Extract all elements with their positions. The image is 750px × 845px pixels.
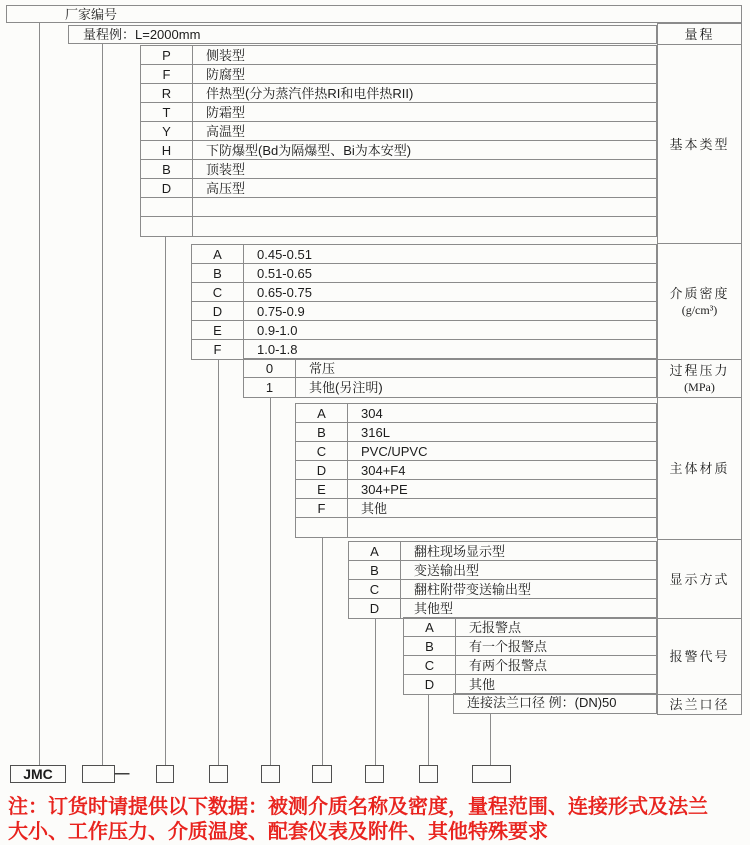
desc-cell: 有两个报警点 [469,658,548,673]
desc-cell: 顶装型 [206,162,246,177]
desc-cell: 304 [361,406,383,421]
code-cell: B [141,160,193,178]
model-blank-box-flange [472,765,511,783]
desc-cell: 0.65-0.75 [257,285,312,300]
flange-size-row [453,693,657,714]
code-cell: B [349,561,401,579]
desc-cell: PVC/UPVC [361,444,428,459]
desc-cell: 其他 [469,677,496,692]
manufacturer-code-row [6,5,742,23]
table-row [296,499,656,518]
table-row [141,141,656,160]
order-note-line2: 大小、工作压力、介质温度、配套仪表及附件、其他特殊要求 [8,821,548,843]
table-row [296,480,656,499]
code-cell: F [192,340,244,359]
code-cell: B [404,637,456,655]
label-cell-range: 量程 [658,24,741,45]
table-row [349,561,656,580]
model-blank-box-material [312,765,332,783]
desc-cell: 伴热型(分为蒸汽伴热RI和电伴热RII) [206,86,414,101]
order-note-line1: 注：订货时请提供以下数据：被测介质名称及密度，量程范围、连接形式及法兰 [8,796,708,818]
connector-line-basic-type [165,236,166,765]
code-cell: C [349,580,401,598]
model-dash: — [114,764,130,782]
table-row [296,461,656,480]
connector-line-alarm [428,694,429,765]
model-blank-box-basic-type [156,765,174,783]
label-cell-medium-density: 介质密度 (g/cm³) [658,244,741,360]
desc-cell: 防腐型 [206,67,246,82]
desc-cell: 其他(另注明) [309,380,383,395]
range-example-label: 量程例：L=2000mm [83,27,201,42]
code-cell: E [192,321,244,339]
connector-line-pressure [270,397,271,765]
table-row [141,160,656,179]
basic-type-table [140,45,657,237]
table-row [141,122,656,141]
table-row [192,264,656,283]
connector-line-range [102,44,103,765]
desc-cell: 翻柱现场显示型 [414,544,506,559]
desc-cell: 其他型 [414,601,454,616]
desc-cell: 304+PE [361,482,408,497]
desc-cell [193,198,656,216]
table-row [141,103,656,122]
table-row [404,618,656,637]
code-cell: T [141,103,193,121]
model-blank-box-display [365,765,384,783]
table-row [296,518,656,537]
code-cell: B [192,264,244,282]
model-blank-box-pressure [261,765,280,783]
desc-cell: 1.0-1.8 [257,342,298,357]
desc-cell: 316L [361,425,390,440]
range-example-row [68,25,657,44]
connector-line-flange [490,713,491,765]
code-cell: D [192,302,244,320]
code-cell [141,198,193,216]
table-row [296,442,656,461]
table-row [349,599,656,618]
table-row [141,46,656,65]
desc-cell: 变送输出型 [414,563,480,578]
body-material-table [295,403,657,538]
code-cell: R [141,84,193,102]
label-cell-flange-size: 法兰口径 [669,697,730,712]
model-blank-box-alarm [419,765,438,783]
code-cell [141,217,193,236]
code-cell: 0 [244,359,296,377]
desc-cell: 0.51-0.65 [257,266,312,281]
category-label-column [657,23,742,715]
connector-line-density [218,359,219,765]
code-cell: Y [141,122,193,140]
code-cell: A [404,618,456,636]
desc-cell: 304+F4 [361,463,406,478]
code-cell: D [349,599,401,618]
code-cell: D [141,179,193,197]
label-cell-alarm-code: 报警代号 [658,619,741,695]
order-note [8,795,746,845]
desc-cell: 常压 [309,361,336,376]
label-cell-display-mode: 显示方式 [658,540,741,619]
table-row [192,321,656,340]
medium-density-table [191,244,657,360]
table-row [192,245,656,264]
desc-cell: 防霜型 [206,105,246,120]
code-cell: C [296,442,348,460]
code-cell: P [141,46,193,64]
desc-cell: 有一个报警点 [469,639,548,654]
alarm-code-table [403,617,657,695]
table-row [296,423,656,442]
code-cell: A [192,245,244,263]
desc-cell: 高压型 [206,181,246,196]
label-cell-basic-type: 基本类型 [658,45,741,244]
table-row [192,283,656,302]
table-row [404,656,656,675]
table-row [141,179,656,198]
table-row [192,302,656,321]
desc-cell: 0.9-1.0 [257,323,298,338]
desc-cell: 翻柱附带变送输出型 [414,582,532,597]
code-cell: H [141,141,193,159]
code-cell: F [296,499,348,517]
label-cell-process-pressure: 过程压力 (MPa) [658,360,741,398]
table-row [141,198,656,217]
display-mode-table [348,541,657,619]
table-row [244,359,656,378]
connector-line-display [375,618,376,765]
code-cell: F [141,65,193,83]
desc-cell [348,518,656,537]
table-row [141,65,656,84]
code-cell: D [296,461,348,479]
table-row [192,340,656,359]
flange-size-text: 连接法兰口径 例：(DN)50 [467,695,617,710]
code-cell [296,518,348,537]
code-cell: C [404,656,456,674]
desc-cell: 0.75-0.9 [257,304,305,319]
desc-cell: 侧装型 [206,48,246,63]
table-row [349,542,656,561]
code-cell: A [349,542,401,560]
desc-cell: 无报警点 [469,620,522,635]
desc-cell: 高温型 [206,124,246,139]
model-blank-box-density [209,765,228,783]
code-cell: E [296,480,348,498]
code-cell: D [404,675,456,694]
table-row [404,637,656,656]
table-row [141,217,656,236]
label-cell-body-material: 主体材质 [658,398,741,540]
table-row [244,378,656,397]
model-blank-box-range [82,765,115,783]
table-row [404,675,656,694]
code-cell: B [296,423,348,441]
code-cell: 1 [244,378,296,397]
desc-cell: 其他 [361,501,388,516]
connector-line-material [322,537,323,765]
desc-cell: 0.45-0.51 [257,247,312,262]
table-row [296,404,656,423]
desc-cell [193,217,656,236]
model-prefix-box: JMC [10,765,66,783]
code-cell: A [296,404,348,422]
table-row [141,84,656,103]
table-row [349,580,656,599]
code-cell: C [192,283,244,301]
desc-cell: 下防爆型(Bd为隔爆型、Bi为本安型) [206,143,412,158]
process-pressure-table [243,358,657,398]
manufacturer-code-label: 厂家编号 [65,6,118,22]
connector-line-manufacturer [39,23,40,765]
